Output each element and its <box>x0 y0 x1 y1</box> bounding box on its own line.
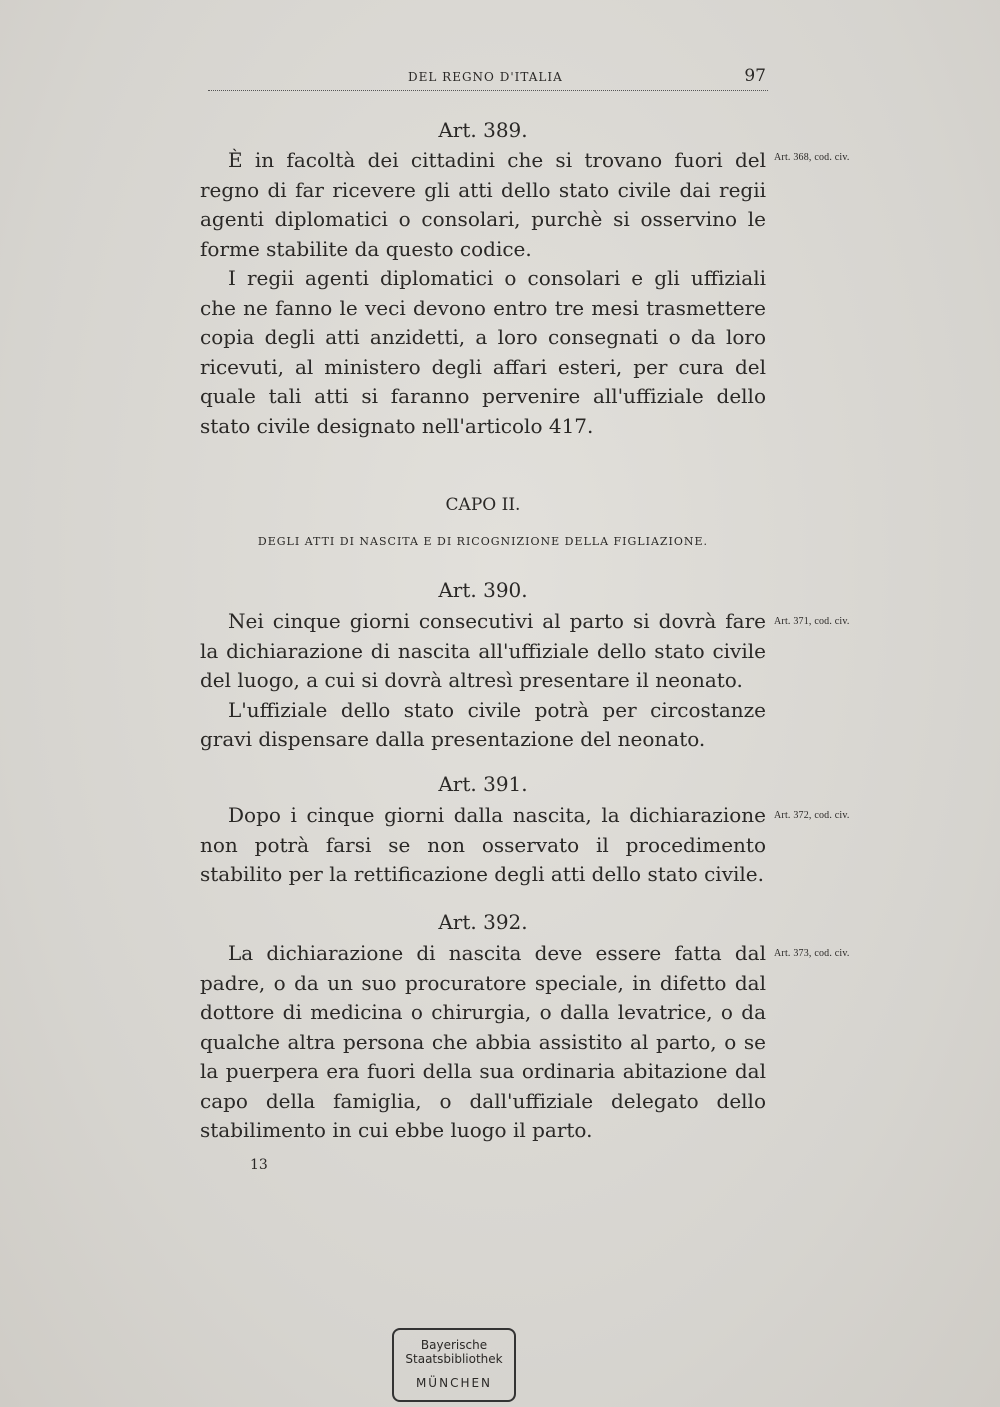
paragraph: I regii agenti diplomatici o consolari e gli uffiziali che ne fanno le veci devono entro tre mesi trasmettere copia degli atti anzidetti, a loro consegnati o da loro ricevuti, al ministero degli affari esteri, per cura del quale tali atti si faranno pervenire all'uffiziale dello stato civile designato nell'articolo 417. <box>200 266 766 438</box>
paragraph: Nei cinque giorni consecutivi al parto si dovrà fare la dichiarazione di nascita all'uffiziale dello stato civile del luogo, a cui si dovrà altresì presentare il neonato. <box>200 609 766 692</box>
page-number: 97 <box>744 66 766 86</box>
article-heading-389: Art. 389. <box>438 118 528 142</box>
margin-note-392: Art. 373, cod. civ. <box>774 948 850 959</box>
paragraph: Dopo i cinque giorni dalla nascita, la dichiarazione non potrà farsi se non osservato il procedimento stabilito per la rettificazione degli atti dello stato civile. <box>200 803 766 886</box>
margin-note-389: Art. 368, cod. civ. <box>774 152 850 163</box>
page-header <box>208 66 768 91</box>
article-body-389 <box>200 146 766 441</box>
margin-note-390: Art. 371, cod. civ. <box>774 616 850 627</box>
stamp-city: MÜNCHEN <box>415 1376 493 1390</box>
article-heading-391: Art. 391. <box>438 772 528 796</box>
margin-note-391: Art. 372, cod. civ. <box>774 810 850 821</box>
library-stamp <box>392 1328 516 1402</box>
running-title: DEL REGNO D'ITALIA <box>408 70 563 84</box>
chapter-title: CAPO II. <box>445 495 521 515</box>
stamp-line1: Bayerische <box>420 1338 488 1352</box>
article-body-391 <box>200 801 766 890</box>
paragraph: È in facoltà dei cittadini che si trovano fuori del regno di far ricevere gli atti dello stato civile dai regii agenti diplomatici o consolari, purchè si osservino le forme stabilite da questo codice. <box>200 148 766 261</box>
stamp-line2: Staatsbibliothek <box>405 1352 503 1366</box>
chapter-subtitle: DEGLI ATTI DI NASCITA E DI RICOGNIZIONE DELLA FIGLIAZIONE. <box>257 535 709 548</box>
article-body-392 <box>200 939 766 1146</box>
signature-mark: 13 <box>250 1157 268 1173</box>
paragraph: La dichiarazione di nascita deve essere fatta dal padre, o da un suo procuratore speciale, in difetto dal dottore di medicina o chirurgia, o dalla levatrice, o da qualche altra persona che abbia assistito al parto, o se la puerpera era fuori della sua ordinaria abitazione dal capo della famiglia, o dall'uffiziale delegato dello stabilimento in cui ebbe luogo il parto. <box>200 941 766 1142</box>
article-heading-392: Art. 392. <box>438 910 528 934</box>
article-heading-390: Art. 390. <box>438 578 528 602</box>
article-body-390 <box>200 607 766 755</box>
paragraph: L'uffiziale dello stato civile potrà per circostanze gravi dispensare dalla presentazione del neonato. <box>200 697 766 751</box>
